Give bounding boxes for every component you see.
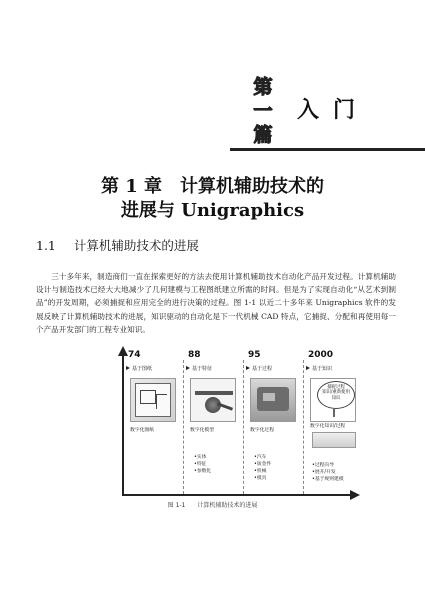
era-1988 (184, 350, 244, 494)
body-paragraph: 三十多年来，制造商们一直在探索更好的方法去使用计算机辅助技术自动化产品开发过程。计算机辅助设计与制造技术已经大大地减少了几何建模与工程图纸建立所需的时间。但是为了实现自动化“从艺术到制品”的开发周期，必须捕捉和应用完全的进行决策的过程。图 1-1 以近二十多年来 Unigraphics 软件的发展反映了计算机辅助技术的进展，知识驱动的自动化是下一代机械 CAD 特点，它捕捉、分配和再使用每一个产品开发部门的工程专业知识。 (36, 272, 396, 334)
mold-process-illustration (250, 378, 296, 422)
horizontal-axis (122, 494, 358, 496)
bullet-item: •参数化 (194, 469, 212, 474)
section-number: 1.1 (36, 238, 56, 253)
era-year: 74 (128, 350, 141, 360)
era-basis: 基于图纸 (132, 366, 153, 372)
knowledge-cloud: 捕捉过程 知识/重新使用 知识 (317, 381, 355, 409)
era-year: 2000 (308, 350, 334, 360)
era-1995 (244, 350, 304, 494)
era-bullets (254, 454, 271, 482)
era-caption: 数字化图纸 (130, 428, 154, 433)
header-rule (230, 148, 425, 151)
era-bullets (194, 454, 211, 475)
knowledge-screenshot-illustration (312, 432, 356, 448)
era-caption: 数字化过程 (250, 428, 274, 433)
part-mark-char-3: 篇 (253, 124, 273, 146)
chapter-title-line-2: 进展与 Unigraphics (120, 200, 305, 221)
figure-caption-text: 计算机辅助技术的进展 (197, 502, 258, 509)
era-caption: 数字化知识/过程 (310, 424, 346, 429)
figure-caption (0, 500, 425, 509)
drawing-illustration (130, 378, 176, 422)
bullet-item: •机械 (254, 469, 267, 474)
era-year: 95 (248, 350, 261, 360)
bullet-item: •汽车 (254, 455, 267, 460)
section-heading (36, 236, 199, 254)
part-mark-char-1: 第 (253, 76, 273, 98)
knowledge-illustration (310, 378, 356, 422)
bullet-item: •模具 (254, 476, 267, 481)
part-mark-char-2: 一 (253, 100, 273, 122)
bullet-item: •基于规则建模 (312, 477, 344, 482)
chapter-title-line-1: 第 1 章 计算机辅助技术的 (100, 176, 325, 197)
figure-1-1 (116, 346, 356, 496)
figure-caption-label: 图 1-1 (167, 502, 186, 509)
bullet-item: •展开/开发 (312, 470, 336, 475)
bullet-item: •特征 (194, 462, 207, 467)
era-year: 88 (188, 350, 201, 360)
era-basis: 基于过程 (252, 366, 273, 372)
section-title: 计算机辅助技术的进展 (73, 238, 199, 253)
era-1974 (124, 350, 184, 494)
era-basis: 基于特征 (192, 366, 213, 372)
era-basis: 基于知识 (312, 366, 333, 372)
part-number-mark (250, 76, 276, 146)
bullet-item: •过程向导 (312, 463, 335, 468)
era-2000 (304, 350, 356, 494)
bullet-item: •钣金件 (254, 462, 272, 467)
helicopter-model-illustration (190, 378, 236, 422)
bullet-item: •实体 (194, 455, 207, 460)
part-title: 入门 (297, 98, 370, 123)
era-bullets (312, 462, 344, 483)
era-caption: 数字化模型 (190, 428, 214, 433)
